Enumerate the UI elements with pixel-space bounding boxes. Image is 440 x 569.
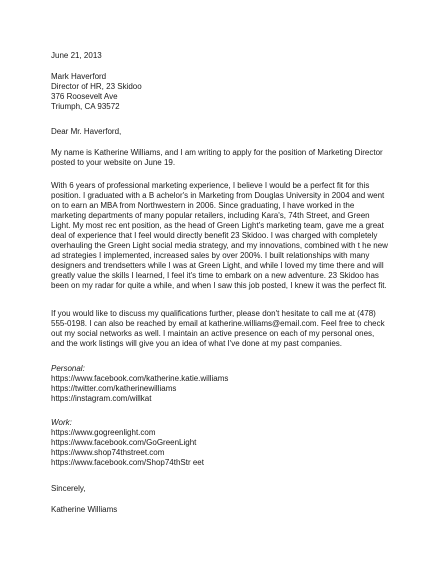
- paragraph-line: With 6 years of professional marketing experience, I believe I would be a perfect fit for this: [51, 181, 370, 190]
- work-link-facebook-greenlight[interactable]: https://www.facebook.com/GoGreenLight: [51, 438, 197, 447]
- paragraph-line: posted to your website on June 19.: [51, 158, 176, 167]
- salutation-text: Dear Mr. Haverford,: [51, 127, 122, 136]
- recipient-title: Director of HR, 23 Skidoo: [51, 82, 142, 91]
- paragraph-line: on to earn an MBA from Northwestern in 2006. Since graduating, I have worked in the: [51, 201, 355, 210]
- paragraph-line: greatly value the skills I learned, I feel it's time to embark on a new adventure. 23 Skidoo has: [51, 271, 379, 280]
- paragraph-intro: [51, 148, 411, 168]
- recipient-name: Mark Haverford: [51, 72, 107, 81]
- recipient-city: Triumph, CA 93572: [51, 102, 120, 111]
- work-links-section: [51, 418, 411, 468]
- letter-date: [51, 51, 411, 61]
- paragraph-line: Light. My most rec ent position, as the head of Green Light's marketing team, gave me a great: [51, 221, 384, 230]
- paragraph-line: ad strategies I implemented, increased sales by over 200%. I built relationships with many: [51, 251, 370, 260]
- closing: [51, 484, 411, 494]
- signature-text: Katherine Williams: [51, 505, 118, 514]
- paragraph-contact: [51, 309, 411, 349]
- paragraph-line: marketing departments of many popular retailers, including Kara's, 74th Street, and Green: [51, 211, 370, 220]
- work-link-gogreenlight[interactable]: https://www.gogreenlight.com: [51, 428, 156, 437]
- personal-links-section: [51, 364, 411, 404]
- recipient-address: [51, 72, 411, 112]
- paragraph-line: If you would like to discuss my qualifications further, please don't hesitate to call me at (478): [51, 309, 376, 318]
- paragraph-line: overhauling the Green Light social media strategy, and my innovations, combined with t he new: [51, 241, 388, 250]
- paragraph-line: My name is Katherine Williams, and I am writing to apply for the position of Marketing Director: [51, 148, 383, 157]
- paragraph-line: deal of experience that I feel would directly benefit 23 Skidoo. I was charged with completely: [51, 231, 378, 240]
- date-text: June 21, 2013: [51, 51, 102, 60]
- paragraph-line: position. I graduated with a B achelor's in Marketing from Douglas University in 2004 and went: [51, 191, 385, 200]
- personal-link-instagram[interactable]: https://instagram.com/willkat: [51, 394, 152, 403]
- signature: [51, 505, 411, 515]
- work-label: Work:: [51, 418, 72, 427]
- work-link-facebook-shop74th[interactable]: https://www.facebook.com/Shop74thStr eet: [51, 458, 204, 467]
- paragraph-line: and the work listings will give you an idea of what I've done at my past companies.: [51, 339, 343, 348]
- paragraph-line: been on my radar for quite a while, and when I saw this job posted, I knew it was the perfect fit.: [51, 281, 387, 290]
- paragraph-line: 555-0198. I can also be reached by email at katherine.williams@email.com. Feel free to check: [51, 319, 385, 328]
- personal-link-twitter[interactable]: https://twitter.com/katherinewilliams: [51, 384, 177, 393]
- personal-link-facebook[interactable]: https://www.facebook.com/katherine.katie.williams: [51, 374, 229, 383]
- personal-label: Personal:: [51, 364, 85, 373]
- recipient-street: 376 Roosevelt Ave: [51, 92, 118, 101]
- paragraph-line: designers and trendsetters while I was at Green Light, and while I loved my time there and will: [51, 261, 384, 270]
- salutation: [51, 127, 411, 137]
- paragraph-line: out my social networks as well. I maintain an active presence on each of my personal ones,: [51, 329, 375, 338]
- closing-text: Sincerely,: [51, 484, 86, 493]
- work-link-shop74th[interactable]: https://www.shop74thstreet.com: [51, 448, 165, 457]
- paragraph-experience: [51, 181, 411, 291]
